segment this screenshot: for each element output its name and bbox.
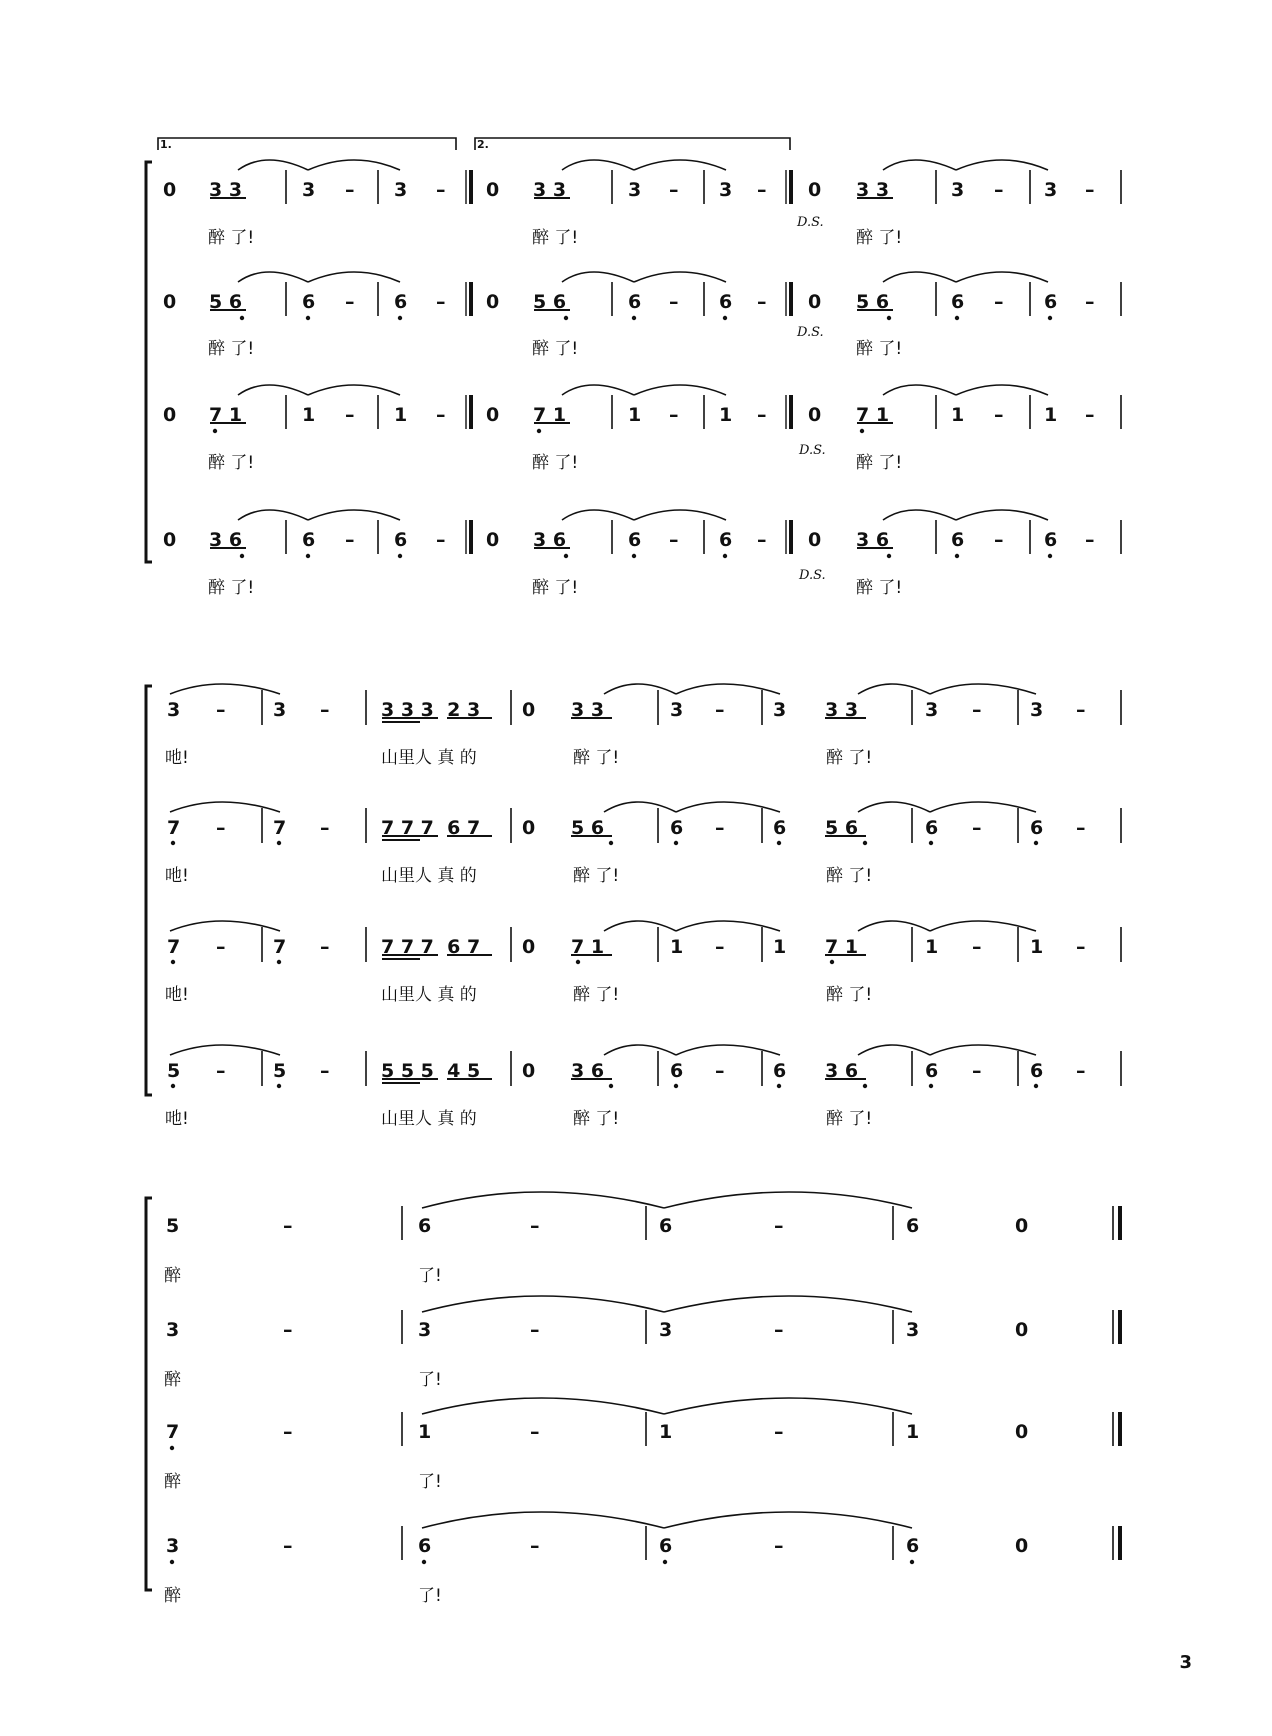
lyric: 醉 了! [532,339,579,359]
ds-mark: D.S. [797,325,824,340]
note: 3 [906,1319,920,1341]
svg-text:0: 0 [163,404,177,426]
svg-text:–: – [774,1535,784,1557]
note: 3 [394,179,408,201]
volta-bracket [158,138,456,150]
note: 1 [394,404,408,426]
note: 5 5 5 4 5 [381,1060,481,1082]
note: 3 6 [825,1060,859,1082]
note: 6 [719,529,733,551]
note: 3 [302,179,316,201]
note: 6 [719,291,733,313]
svg-text:–: – [715,1060,725,1082]
lyric: 了! [418,1370,442,1390]
lyric: 了! [418,1266,442,1286]
lyric: 山里人 真 的 [381,866,477,886]
note: 7 [167,936,181,958]
svg-text:–: – [436,529,446,551]
svg-text:0: 0 [486,404,500,426]
system3-lyrics-1 [164,1266,442,1286]
system3-lyrics-2 [164,1370,442,1390]
svg-text:–: – [774,1319,784,1341]
system1-ties [238,160,1048,520]
system2-voice-3 [167,936,1086,958]
svg-text:–: – [972,817,982,839]
system2-voice-1 [167,699,1086,721]
svg-text:–: – [1076,1060,1086,1082]
lyric: 醉 了! [826,866,873,886]
note: 6 [418,1215,432,1237]
svg-text:–: – [436,291,446,313]
lyric: 醉 [164,1472,181,1492]
svg-text:–: – [216,699,226,721]
note: 5 6 [571,817,605,839]
note: 7 1 [825,936,859,958]
svg-text:–: – [994,529,1004,551]
svg-text:0: 0 [486,291,500,313]
note: 3 3 3 2 3 [381,699,481,721]
svg-text:0: 0 [522,699,536,721]
page-number: 3 [1179,1652,1192,1673]
svg-text:–: – [972,699,982,721]
lyric: 醉 了! [532,453,579,473]
system3-voice-4 [166,1535,1028,1557]
svg-text:0: 0 [808,291,822,313]
system2-lyrics-2 [165,866,872,886]
svg-text:–: – [1085,529,1095,551]
volta-bracket [475,138,790,150]
note: 3 [273,699,287,721]
lyric: 醉 了! [856,228,903,248]
note: 3 [166,1319,180,1341]
system2-voice-2 [167,817,1086,839]
note: 6 [628,291,642,313]
note: 5 [166,1215,180,1237]
note: 7 1 [533,404,567,426]
note: 7 1 [209,404,243,426]
svg-text:–: – [774,1421,784,1443]
note: 3 3 [856,179,890,201]
system2-beams [382,718,866,1083]
svg-text:–: – [715,936,725,958]
svg-text:–: – [1076,936,1086,958]
lyric: 醉 [164,1586,181,1606]
note: 1 [659,1421,673,1443]
note: 3 [1030,699,1044,721]
lyric: 醉 了! [208,228,255,248]
note: 3 3 [209,179,243,201]
ds-mark: D.S. [799,443,826,458]
lyric: 醉 [164,1266,181,1286]
svg-text:0: 0 [1015,1421,1029,1443]
svg-text:–: – [436,179,446,201]
system1-lyrics-2 [208,339,902,359]
note: 6 [1044,529,1058,551]
note: 6 [906,1215,920,1237]
note: 7 [167,817,181,839]
note: 3 [1044,179,1058,201]
svg-text:0: 0 [522,936,536,958]
note: 7 7 7 6 7 [381,936,481,958]
note: 1 [1030,936,1044,958]
lyric: 醉 [164,1370,181,1390]
svg-text:–: – [757,291,767,313]
ds-mark: D.S. [799,568,826,583]
svg-text:–: – [320,699,330,721]
volta-1-label: 1. [160,138,172,151]
lyric: 醉 了! [532,578,579,598]
lyric: 了! [418,1472,442,1492]
system-brace [146,162,152,562]
svg-text:0: 0 [808,179,822,201]
system3-voice-2 [166,1319,1028,1341]
note: 6 [925,1060,939,1082]
note: 7 7 7 6 7 [381,817,481,839]
svg-text:–: – [1085,179,1095,201]
lyric: 醉 了! [826,1109,873,1129]
lyric: 山里人 真 的 [381,985,477,1005]
system1-voice-1 [163,179,1095,201]
lyric: 醉 了! [826,985,873,1005]
lyric: 吔! [165,985,189,1005]
lyric: 吔! [165,866,189,886]
note: 3 [951,179,965,201]
svg-text:–: – [283,1535,293,1557]
note: 6 [670,1060,684,1082]
lyric: 醉 了! [208,578,255,598]
svg-text:–: – [345,404,355,426]
svg-text:–: – [774,1215,784,1237]
note: 1 [951,404,965,426]
svg-text:0: 0 [808,404,822,426]
system3-voice-1 [166,1215,1028,1237]
note: 5 6 [533,291,567,313]
svg-text:–: – [345,529,355,551]
lyric: 吔! [165,748,189,768]
lyric: 醉 了! [573,866,620,886]
note: 3 6 [533,529,567,551]
svg-text:–: – [1085,404,1095,426]
svg-text:–: – [972,1060,982,1082]
note: 6 [659,1215,673,1237]
note: 7 [166,1421,180,1443]
note: 5 6 [825,817,859,839]
note: 1 [1044,404,1058,426]
lyric: 山里人 真 的 [381,1109,477,1129]
system3-barlines [402,1206,1120,1560]
note: 3 6 [209,529,243,551]
svg-text:0: 0 [1015,1215,1029,1237]
system3-lyrics-4 [164,1586,442,1606]
lyric: 醉 了! [208,453,255,473]
svg-text:0: 0 [1015,1319,1029,1341]
note: 3 [670,699,684,721]
lyric: 吔! [165,1109,189,1129]
note: 1 [719,404,733,426]
svg-text:0: 0 [163,529,177,551]
lyric: 醉 了! [826,748,873,768]
svg-text:–: – [994,404,1004,426]
svg-text:–: – [436,404,446,426]
note: 3 6 [856,529,890,551]
system-brace [146,1198,152,1590]
system3-ties [422,1192,912,1528]
note: 6 [1044,291,1058,313]
note: 5 6 [856,291,890,313]
system1-lyrics-1 [208,228,902,248]
lyric: 醉 了! [856,339,903,359]
svg-text:–: – [1076,699,1086,721]
svg-text:–: – [994,291,1004,313]
lyric: 醉 了! [208,339,255,359]
note: 3 [418,1319,432,1341]
system3-voice-3 [166,1421,1028,1443]
svg-text:–: – [715,817,725,839]
note: 3 [659,1319,673,1341]
note: 6 [951,291,965,313]
svg-text:0: 0 [486,529,500,551]
system1-voice-3 [163,404,1095,426]
note: 3 6 [571,1060,605,1082]
note: 7 [273,936,287,958]
note: 6 [951,529,965,551]
system-brace [146,686,152,1095]
svg-text:0: 0 [163,291,177,313]
note: 6 [394,291,408,313]
svg-text:–: – [757,529,767,551]
note: 1 [418,1421,432,1443]
svg-text:0: 0 [1015,1535,1029,1557]
lyric: 醉 了! [856,578,903,598]
system1-barlines [286,170,1121,554]
note: 6 [302,529,316,551]
note: 6 [925,817,939,839]
system2-lyrics-4 [165,1109,872,1129]
note: 3 [719,179,733,201]
note: 5 [273,1060,287,1082]
system1-voice-2 [163,291,1095,313]
note: 3 [628,179,642,201]
note: 3 [166,1535,180,1557]
note: 1 [925,936,939,958]
note: 1 [773,936,787,958]
note: 6 [394,529,408,551]
svg-text:–: – [1085,291,1095,313]
svg-text:–: – [972,936,982,958]
note: 7 1 [856,404,890,426]
note: 1 [628,404,642,426]
svg-text:–: – [320,817,330,839]
svg-text:–: – [530,1535,540,1557]
note: 6 [418,1535,432,1557]
svg-text:–: – [715,699,725,721]
svg-text:–: – [283,1319,293,1341]
svg-text:–: – [320,936,330,958]
svg-text:–: – [757,179,767,201]
svg-text:–: – [530,1319,540,1341]
ds-mark: D.S. [797,215,824,230]
lyric: 醉 了! [573,1109,620,1129]
note: 6 [670,817,684,839]
svg-text:–: – [530,1215,540,1237]
note: 3 [773,699,787,721]
svg-text:–: – [669,404,679,426]
system1-beams [210,198,893,548]
note: 3 [167,699,181,721]
lyric: 醉 了! [856,453,903,473]
svg-text:–: – [530,1421,540,1443]
note: 6 [302,291,316,313]
note: 6 [906,1535,920,1557]
svg-text:–: – [345,179,355,201]
lyric: 醉 了! [532,228,579,248]
lyric: 山里人 真 的 [381,748,477,768]
note: 3 [925,699,939,721]
note: 1 [670,936,684,958]
svg-text:0: 0 [522,1060,536,1082]
system1-voice-4 [163,529,1095,551]
svg-text:–: – [216,1060,226,1082]
svg-text:0: 0 [486,179,500,201]
lyric: 醉 了! [573,748,620,768]
svg-text:–: – [283,1215,293,1237]
svg-text:–: – [669,529,679,551]
system3-lyrics-3 [164,1472,442,1492]
lyric: 醉 了! [573,985,620,1005]
note: 6 [773,1060,787,1082]
note: 5 6 [209,291,243,313]
note: 1 [906,1421,920,1443]
note: 3 3 [533,179,567,201]
note: 6 [659,1535,673,1557]
svg-text:–: – [216,817,226,839]
note: 7 1 [571,936,605,958]
svg-text:–: – [216,936,226,958]
note: 3 3 [825,699,859,721]
svg-text:–: – [283,1421,293,1443]
note: 6 [773,817,787,839]
system2-voice-4 [167,1060,1086,1082]
svg-text:–: – [669,291,679,313]
note: 5 [167,1060,181,1082]
system2-lyrics-1 [165,748,872,768]
system2-lyrics-3 [165,985,872,1005]
svg-text:–: – [757,404,767,426]
note: 7 [273,817,287,839]
svg-text:–: – [1076,817,1086,839]
svg-text:–: – [669,179,679,201]
volta-2-label: 2. [477,138,489,151]
note: 6 [628,529,642,551]
svg-text:0: 0 [808,529,822,551]
svg-text:–: – [320,1060,330,1082]
note: 3 3 [571,699,605,721]
lyric: 了! [418,1586,442,1606]
note: 6 [1030,817,1044,839]
svg-text:0: 0 [163,179,177,201]
svg-text:–: – [994,179,1004,201]
svg-text:0: 0 [522,817,536,839]
svg-text:–: – [345,291,355,313]
octave-dots [170,316,1052,1564]
note: 1 [302,404,316,426]
note: 6 [1030,1060,1044,1082]
